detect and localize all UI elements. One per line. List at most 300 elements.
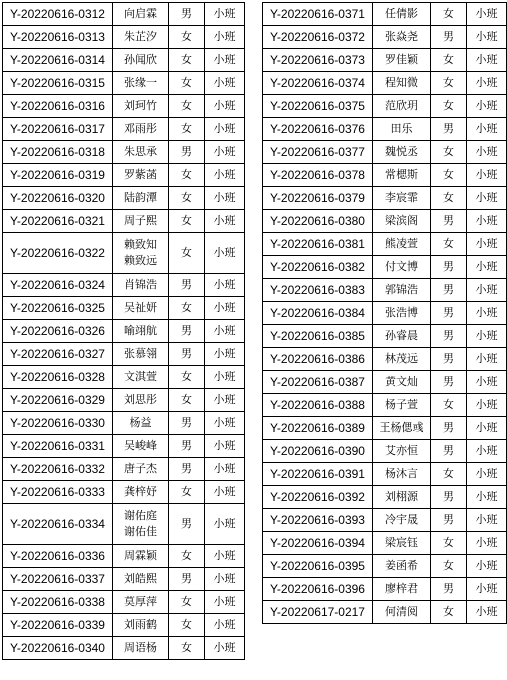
student-name-cell	[113, 141, 169, 164]
student-id-cell: Y-20220616-0384	[263, 302, 373, 325]
class-cell: 小班	[467, 49, 507, 72]
class-cell: 小班	[467, 532, 507, 555]
table-row	[263, 348, 507, 371]
gender-cell: 男	[169, 568, 205, 591]
student-name-cell	[373, 555, 431, 578]
student-name: 唐子杰	[124, 462, 157, 475]
student-name-cell	[373, 463, 431, 486]
gender-cell: 女	[169, 389, 205, 412]
student-name: 付文博	[385, 260, 418, 273]
student-id-cell: Y-20220616-0319	[3, 164, 113, 187]
student-name: 朱思承	[124, 145, 157, 158]
student-name: 喻翊航	[124, 324, 157, 337]
gender-cell: 女	[169, 95, 205, 118]
class-cell: 小班	[467, 164, 507, 187]
student-name-cell	[373, 348, 431, 371]
student-id-cell: Y-20220616-0314	[3, 49, 113, 72]
student-name: 姜函希	[385, 559, 418, 572]
class-cell: 小班	[467, 509, 507, 532]
class-cell: 小班	[467, 256, 507, 279]
student-name-cell	[373, 233, 431, 256]
table-row	[263, 578, 507, 601]
student-name: 杨益	[129, 416, 152, 429]
table-row	[3, 187, 245, 210]
student-id-cell: Y-20220616-0315	[3, 72, 113, 95]
student-name-cell	[373, 325, 431, 348]
table-row	[263, 601, 507, 624]
student-name-cell	[113, 297, 169, 320]
gender-cell: 男	[431, 417, 467, 440]
student-name: 莫厚萍	[124, 595, 157, 608]
student-id-cell: Y-20220616-0333	[3, 481, 113, 504]
student-name-cell	[113, 504, 169, 545]
table-row	[263, 394, 507, 417]
class-cell: 小班	[467, 279, 507, 302]
class-cell: 小班	[205, 343, 245, 366]
class-cell: 小班	[467, 233, 507, 256]
student-name-cell	[113, 481, 169, 504]
gender-cell: 女	[431, 141, 467, 164]
student-name-cell	[113, 545, 169, 568]
table-row	[263, 118, 507, 141]
student-id-cell: Y-20220616-0330	[3, 412, 113, 435]
gender-cell: 男	[169, 141, 205, 164]
class-cell: 小班	[205, 481, 245, 504]
gender-cell: 男	[169, 504, 205, 545]
table-row	[3, 504, 245, 545]
table-row	[263, 164, 507, 187]
student-name: 廖梓君	[385, 582, 418, 595]
table-row	[263, 440, 507, 463]
table-row	[3, 366, 245, 389]
table-row	[263, 532, 507, 555]
gender-cell: 女	[169, 591, 205, 614]
student-name-cell	[373, 141, 431, 164]
student-name-cell	[373, 417, 431, 440]
student-name: 郭锦浩	[385, 283, 418, 296]
student-name-cell	[113, 72, 169, 95]
class-cell: 小班	[205, 72, 245, 95]
table-row	[3, 297, 245, 320]
table-row	[263, 3, 507, 26]
student-name-cell	[113, 187, 169, 210]
student-name: 孙闻欣	[124, 53, 157, 66]
student-id-cell: Y-20220616-0338	[3, 591, 113, 614]
class-cell: 小班	[205, 637, 245, 660]
gender-cell: 男	[169, 3, 205, 26]
student-name-cell	[373, 302, 431, 325]
student-name-cell	[373, 509, 431, 532]
student-name-cell	[113, 3, 169, 26]
table-row	[3, 637, 245, 660]
student-name: 刘珂竹	[124, 99, 157, 112]
gender-cell: 女	[431, 95, 467, 118]
class-cell: 小班	[205, 366, 245, 389]
student-id-cell: Y-20220616-0324	[3, 274, 113, 297]
class-cell: 小班	[467, 371, 507, 394]
student-name: 范欣玥	[385, 99, 418, 112]
gender-cell: 女	[431, 72, 467, 95]
gender-cell: 男	[169, 274, 205, 297]
table-row	[263, 26, 507, 49]
student-name-cell	[373, 26, 431, 49]
student-name-cell	[373, 394, 431, 417]
student-id-cell: Y-20220616-0336	[3, 545, 113, 568]
table-row	[3, 320, 245, 343]
table-row	[3, 164, 245, 187]
roster-table-left	[2, 2, 245, 660]
student-id-cell: Y-20220616-0376	[263, 118, 373, 141]
class-cell: 小班	[467, 187, 507, 210]
table-row	[263, 49, 507, 72]
student-id-cell: Y-20220616-0393	[263, 509, 373, 532]
table-row	[263, 371, 507, 394]
student-id-cell: Y-20220616-0374	[263, 72, 373, 95]
student-name-cell	[373, 440, 431, 463]
student-id-cell: Y-20220616-0316	[3, 95, 113, 118]
gender-cell: 男	[431, 210, 467, 233]
gender-cell: 女	[169, 26, 205, 49]
student-name: 赖致知	[124, 238, 157, 251]
table-row	[263, 256, 507, 279]
student-id-cell: Y-20220616-0322	[3, 233, 113, 274]
student-name: 赖致远	[124, 254, 157, 267]
table-row	[3, 141, 245, 164]
student-name: 张缘一	[124, 76, 157, 89]
class-cell: 小班	[467, 95, 507, 118]
table-row	[3, 274, 245, 297]
class-cell: 小班	[467, 3, 507, 26]
student-name-cell	[113, 366, 169, 389]
student-name: 吴峻峰	[124, 439, 157, 452]
gender-cell: 女	[431, 532, 467, 555]
gender-cell: 男	[431, 325, 467, 348]
student-id-cell: Y-20220616-0317	[3, 118, 113, 141]
table-row	[263, 95, 507, 118]
class-cell: 小班	[205, 568, 245, 591]
student-id-cell: Y-20220616-0328	[3, 366, 113, 389]
student-name-cell	[113, 95, 169, 118]
student-name: 梁滨阁	[385, 214, 418, 227]
student-name-cell	[373, 118, 431, 141]
student-name-cell	[113, 614, 169, 637]
student-name-cell	[113, 568, 169, 591]
student-name: 田乐	[390, 122, 413, 135]
student-id-cell: Y-20220616-0391	[263, 463, 373, 486]
class-cell: 小班	[205, 95, 245, 118]
gender-cell: 男	[169, 320, 205, 343]
class-cell: 小班	[205, 233, 245, 274]
student-name-cell	[373, 601, 431, 624]
student-name: 熊凌萱	[385, 237, 418, 250]
student-name-cell	[373, 532, 431, 555]
student-name-cell	[373, 164, 431, 187]
gender-cell: 男	[431, 348, 467, 371]
class-cell: 小班	[467, 417, 507, 440]
roster-table-right	[262, 2, 507, 624]
class-cell: 小班	[467, 486, 507, 509]
student-id-cell: Y-20220616-0331	[3, 435, 113, 458]
class-cell: 小班	[467, 210, 507, 233]
student-name: 罗佳颖	[385, 53, 418, 66]
gender-cell: 女	[169, 637, 205, 660]
gender-cell: 女	[169, 164, 205, 187]
student-id-cell: Y-20220616-0388	[263, 394, 373, 417]
student-name-cell	[373, 486, 431, 509]
table-row	[3, 591, 245, 614]
student-name: 魏悦丞	[385, 145, 418, 158]
gender-cell: 男	[431, 371, 467, 394]
gender-cell: 男	[169, 412, 205, 435]
gender-cell: 女	[169, 481, 205, 504]
class-cell: 小班	[205, 26, 245, 49]
student-id-cell: Y-20220616-0382	[263, 256, 373, 279]
table-row	[3, 233, 245, 274]
class-cell: 小班	[205, 118, 245, 141]
student-name-cell	[113, 274, 169, 297]
table-row	[3, 210, 245, 233]
gender-cell: 男	[431, 578, 467, 601]
student-name-cell	[373, 279, 431, 302]
gender-cell: 女	[431, 601, 467, 624]
class-cell: 小班	[205, 297, 245, 320]
class-cell: 小班	[205, 210, 245, 233]
gender-cell: 女	[169, 297, 205, 320]
student-name: 向启霖	[124, 7, 157, 20]
gender-cell: 女	[169, 366, 205, 389]
student-name: 常楒斯	[385, 168, 418, 181]
student-id-cell: Y-20220616-0325	[3, 297, 113, 320]
student-name: 文淇萱	[124, 370, 157, 383]
gender-cell: 女	[431, 3, 467, 26]
student-name: 张慕翎	[124, 347, 157, 360]
student-name: 周语杨	[124, 641, 157, 654]
class-cell: 小班	[205, 435, 245, 458]
student-name: 冷宇晟	[385, 513, 418, 526]
student-name-cell	[373, 256, 431, 279]
student-name: 周子熙	[124, 214, 157, 227]
student-name-cell	[373, 72, 431, 95]
student-name: 刘栩源	[385, 490, 418, 503]
student-name-cell	[113, 591, 169, 614]
roster-body-left	[3, 3, 245, 660]
student-id-cell: Y-20220616-0329	[3, 389, 113, 412]
student-name-cell	[113, 26, 169, 49]
student-name: 刘思彤	[124, 393, 157, 406]
table-row	[263, 187, 507, 210]
student-name: 刘皓熙	[124, 572, 157, 585]
gender-cell: 男	[431, 509, 467, 532]
gender-cell: 男	[431, 440, 467, 463]
class-cell: 小班	[467, 302, 507, 325]
student-name: 梁宸钰	[385, 536, 418, 549]
class-cell: 小班	[205, 591, 245, 614]
student-name: 罗紫菡	[124, 168, 157, 181]
gender-cell: 女	[169, 545, 205, 568]
table-row	[3, 481, 245, 504]
class-cell: 小班	[467, 463, 507, 486]
student-id-cell: Y-20220616-0375	[263, 95, 373, 118]
gender-cell: 男	[169, 458, 205, 481]
student-name: 谢佑庭	[124, 509, 157, 522]
student-name: 艾亦恒	[385, 444, 418, 457]
gender-cell: 女	[431, 233, 467, 256]
class-cell: 小班	[467, 72, 507, 95]
student-id-cell: Y-20220616-0332	[3, 458, 113, 481]
gender-cell: 女	[169, 118, 205, 141]
student-id-cell: Y-20220616-0390	[263, 440, 373, 463]
table-row	[3, 49, 245, 72]
student-name-cell	[113, 233, 169, 274]
roster-body-right	[263, 3, 507, 624]
student-id-cell: Y-20220616-0394	[263, 532, 373, 555]
table-row	[263, 279, 507, 302]
table-row	[3, 389, 245, 412]
table-row	[3, 72, 245, 95]
student-id-cell: Y-20220616-0371	[263, 3, 373, 26]
gender-cell: 女	[169, 210, 205, 233]
student-name-cell	[373, 371, 431, 394]
table-row	[3, 95, 245, 118]
student-name: 张浩博	[385, 306, 418, 319]
student-id-cell: Y-20220616-0373	[263, 49, 373, 72]
class-cell: 小班	[467, 440, 507, 463]
gender-cell: 男	[169, 435, 205, 458]
table-row	[3, 26, 245, 49]
student-name-cell	[373, 578, 431, 601]
student-name-cell	[113, 637, 169, 660]
table-row	[263, 325, 507, 348]
table-row	[3, 545, 245, 568]
student-id-cell: Y-20220616-0389	[263, 417, 373, 440]
gender-cell: 男	[431, 118, 467, 141]
gender-cell: 女	[431, 187, 467, 210]
student-name: 任倩影	[385, 7, 418, 20]
class-cell: 小班	[467, 555, 507, 578]
class-cell: 小班	[467, 118, 507, 141]
class-cell: 小班	[205, 49, 245, 72]
class-cell: 小班	[467, 325, 507, 348]
class-cell: 小班	[205, 141, 245, 164]
table-row	[263, 141, 507, 164]
gender-cell: 男	[431, 279, 467, 302]
student-name-cell	[113, 343, 169, 366]
table-row	[263, 417, 507, 440]
student-name-cell	[113, 412, 169, 435]
student-name-cell	[113, 118, 169, 141]
student-name: 刘雨鹤	[124, 618, 157, 631]
class-cell: 小班	[205, 614, 245, 637]
student-name-cell	[373, 210, 431, 233]
student-id-cell: Y-20220616-0318	[3, 141, 113, 164]
gender-cell: 男	[431, 486, 467, 509]
student-name: 黄文灿	[385, 375, 418, 388]
class-cell: 小班	[205, 412, 245, 435]
class-cell: 小班	[205, 164, 245, 187]
student-id-cell: Y-20220616-0379	[263, 187, 373, 210]
student-name: 陆韵潭	[124, 191, 157, 204]
student-id-cell: Y-20220616-0340	[3, 637, 113, 660]
student-id-cell: Y-20220616-0381	[263, 233, 373, 256]
gender-cell: 男	[431, 256, 467, 279]
student-id-cell: Y-20220616-0392	[263, 486, 373, 509]
student-name-cell	[113, 458, 169, 481]
class-cell: 小班	[467, 394, 507, 417]
table-row	[263, 233, 507, 256]
student-name-cell	[373, 49, 431, 72]
student-id-cell: Y-20220617-0217	[263, 601, 373, 624]
table-row	[3, 343, 245, 366]
class-cell: 小班	[205, 545, 245, 568]
student-name: 林茂远	[385, 352, 418, 365]
student-name-cell	[113, 164, 169, 187]
gender-cell: 女	[431, 49, 467, 72]
gender-cell: 男	[169, 343, 205, 366]
class-cell: 小班	[467, 348, 507, 371]
student-name: 何清阅	[385, 605, 418, 618]
class-cell: 小班	[205, 187, 245, 210]
table-row	[3, 412, 245, 435]
student-name: 孙睿晨	[385, 329, 418, 342]
student-name: 杨沐言	[385, 467, 418, 480]
student-name: 龚梓妤	[124, 485, 157, 498]
table-row	[263, 509, 507, 532]
student-name: 杨子萱	[385, 398, 418, 411]
student-id-cell: Y-20220616-0312	[3, 3, 113, 26]
gender-cell: 女	[431, 394, 467, 417]
student-id-cell: Y-20220616-0313	[3, 26, 113, 49]
student-name-cell	[113, 435, 169, 458]
student-name: 周霖颖	[124, 549, 157, 562]
class-cell: 小班	[205, 504, 245, 545]
gender-cell: 男	[431, 26, 467, 49]
student-name: 程知微	[385, 76, 418, 89]
student-name: 朱芷汐	[124, 30, 157, 43]
gender-cell: 女	[169, 614, 205, 637]
student-name-cell	[113, 389, 169, 412]
student-id-cell: Y-20220616-0378	[263, 164, 373, 187]
student-id-cell: Y-20220616-0372	[263, 26, 373, 49]
student-name: 吴祉妍	[124, 301, 157, 314]
gender-cell: 男	[431, 302, 467, 325]
gender-cell: 女	[431, 463, 467, 486]
student-name: 李宸霏	[385, 191, 418, 204]
student-name-cell	[113, 210, 169, 233]
student-name-cell	[113, 320, 169, 343]
student-id-cell: Y-20220616-0321	[3, 210, 113, 233]
student-name-cell	[373, 95, 431, 118]
student-name: 王杨偲彧	[379, 421, 424, 434]
student-name: 谢佑佳	[124, 525, 157, 538]
class-cell: 小班	[205, 320, 245, 343]
student-name-cell	[373, 3, 431, 26]
table-row	[3, 614, 245, 637]
student-id-cell: Y-20220616-0395	[263, 555, 373, 578]
table-row	[3, 3, 245, 26]
class-cell: 小班	[467, 141, 507, 164]
table-row	[263, 486, 507, 509]
table-row	[263, 463, 507, 486]
table-row	[263, 302, 507, 325]
class-cell: 小班	[205, 3, 245, 26]
table-row	[3, 435, 245, 458]
student-id-cell: Y-20220616-0383	[263, 279, 373, 302]
student-id-cell: Y-20220616-0396	[263, 578, 373, 601]
table-row	[263, 555, 507, 578]
student-id-cell: Y-20220616-0326	[3, 320, 113, 343]
student-id-cell: Y-20220616-0386	[263, 348, 373, 371]
student-id-cell: Y-20220616-0380	[263, 210, 373, 233]
